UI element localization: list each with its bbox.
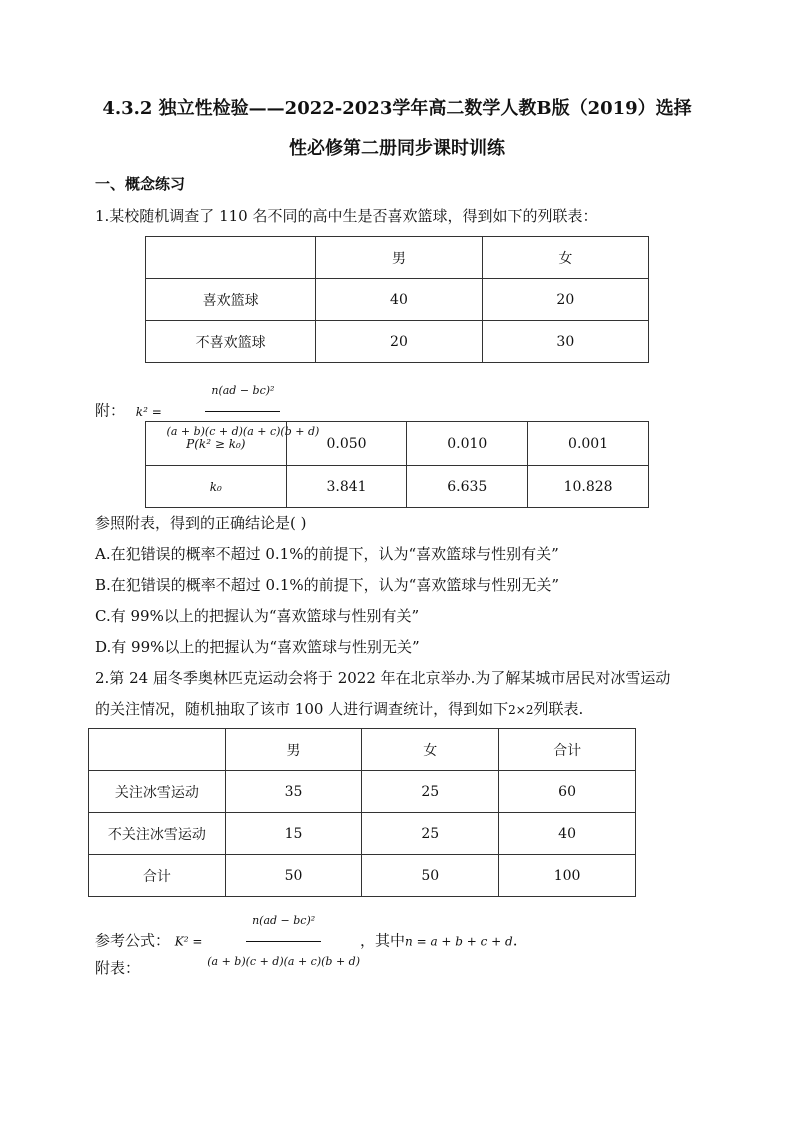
q2-stem-text: 的关注情况，随机抽取了该市 100 人进行调查统计，得到如下 <box>95 700 509 718</box>
q1-option-b: B.在犯错误的概率不超过 0.1%的前提下，认为“喜欢篮球与性别无关” <box>95 576 560 594</box>
table-row <box>89 855 636 897</box>
formula-lhs: K² = <box>174 934 203 949</box>
table-cell: 男 <box>225 729 362 771</box>
table-cell: 40 <box>316 279 482 321</box>
table-cell: 10.828 <box>528 466 649 508</box>
table-cell: 0.010 <box>407 422 528 466</box>
q1-option-a: A.在犯错误的概率不超过 0.1%的前提下，认为“喜欢篮球与性别有关” <box>95 545 559 563</box>
table-cell: 25 <box>362 771 499 813</box>
where-math: n = a + b + c + d <box>405 934 513 949</box>
q2-stem-text-end: 列联表. <box>533 700 584 718</box>
q1-contingency-table <box>145 236 649 363</box>
table-cell: 不喜欢篮球 <box>146 321 316 363</box>
table-cell: k₀ <box>146 466 287 508</box>
table-cell: 喜欢篮球 <box>146 279 316 321</box>
section-heading: 一、概念练习 <box>95 175 186 193</box>
table-row <box>146 466 649 508</box>
formula-fraction <box>207 902 360 981</box>
table-cell: 40 <box>499 813 636 855</box>
q2-formula-line <box>95 902 518 981</box>
q2-stem-line2 <box>95 699 583 720</box>
table-cell <box>146 237 316 279</box>
table-cell: 0.050 <box>286 422 407 466</box>
q2-stem-line1: 2.第 24 届冬季奥林匹克运动会将于 2022 年在北京举办.为了解某城市居民对冰雪运动 <box>95 669 671 687</box>
table-cell: 6.635 <box>407 466 528 508</box>
table-cell: P(k² ≥ k₀) <box>146 422 287 466</box>
q1-option-c: C.有 99%以上的把握认为“喜欢篮球与性别有关” <box>95 607 420 625</box>
table-cell: 关注冰雪运动 <box>89 771 226 813</box>
table-row <box>89 813 636 855</box>
table-row <box>146 237 649 279</box>
table-cell: 35 <box>225 771 362 813</box>
formula-denominator: (a + b)(c + d)(a + c)(b + d) <box>166 425 320 438</box>
table-row <box>89 729 636 771</box>
table-cell: 20 <box>316 321 482 363</box>
q1-option-d: D.有 99%以上的把握认为“喜欢篮球与性别无关” <box>95 638 420 656</box>
table-cell: 60 <box>499 771 636 813</box>
table-cell: 15 <box>225 813 362 855</box>
document-title-line2: 性必修第二册同步课时训练 <box>289 138 505 159</box>
table-cell: 50 <box>362 855 499 897</box>
q2-stem-math: 2×2 <box>508 703 534 717</box>
table-cell: 20 <box>482 279 648 321</box>
q2-contingency-table <box>88 728 636 897</box>
formula-numerator: n(ad − bc)² <box>246 902 321 942</box>
q1-stem: 1.某校随机调查了 110 名不同的高中生是否喜欢篮球，得到如下的列联表： <box>95 207 598 225</box>
table-cell: 女 <box>362 729 499 771</box>
table-cell <box>89 729 226 771</box>
table-row <box>89 771 636 813</box>
q1-question: 参照附表，得到的正确结论是( ) <box>95 514 307 532</box>
table-row <box>146 422 649 466</box>
table-cell: 0.001 <box>528 422 649 466</box>
appendix-label: 附： <box>95 401 126 420</box>
document-title-line1: 4.3.2 独立性检验——2022-2023学年高二数学人教B版（2019）选择 <box>102 98 692 119</box>
formula-denominator: (a + b)(c + d)(a + c)(b + d) <box>207 955 361 968</box>
formula-numerator: n(ad − bc)² <box>205 372 280 412</box>
table-cell: 50 <box>225 855 362 897</box>
table-cell: 3.841 <box>286 466 407 508</box>
table-cell: 100 <box>499 855 636 897</box>
table-row <box>146 321 649 363</box>
table-cell: 女 <box>482 237 648 279</box>
table-cell: 男 <box>316 237 482 279</box>
table-cell: 30 <box>482 321 648 363</box>
table-cell: 合计 <box>89 855 226 897</box>
table-cell: 不关注冰雪运动 <box>89 813 226 855</box>
table-cell: 25 <box>362 813 499 855</box>
where-text: ，其中 <box>360 931 406 950</box>
table-row <box>146 279 649 321</box>
q1-critical-value-table <box>145 421 649 508</box>
table-cell: 合计 <box>499 729 636 771</box>
formula-lhs: k² = <box>135 404 162 419</box>
q2-appendix-label: 附表： <box>95 959 141 977</box>
where-end: . <box>512 931 518 950</box>
reference-label: 参考公式： <box>95 931 171 950</box>
